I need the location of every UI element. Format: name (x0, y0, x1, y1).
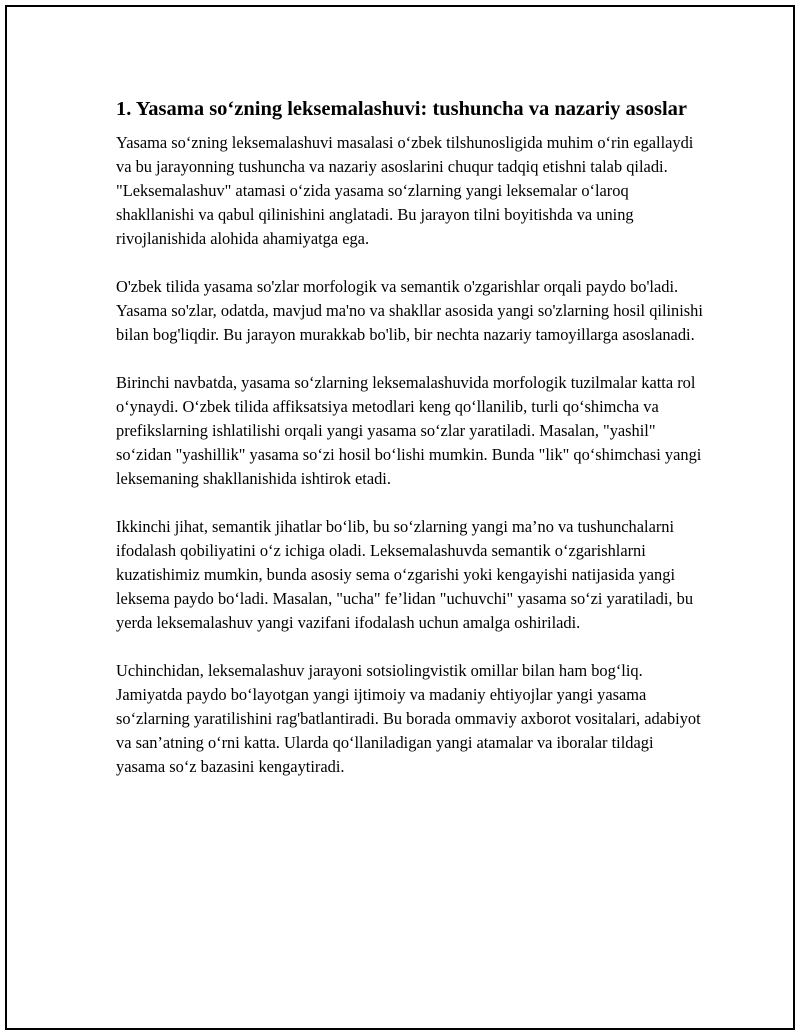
paragraph-intro: Yasama so‘zning leksemalashuvi masalasi o‘zbek tilshunosligida muhim o‘rin egallaydi va bu jarayonning tushuncha va nazariy asoslarini chuqur tadqiq etishni talab qiladi. "Leksemalashuv" atamasi o‘zida yasama so‘zlarning yangi leksemalar o‘laroq shakllanishi va qabul qilinishini anglatadi. Bu jarayon tilni boyitishda va uning rivojlanishida alohida ahamiyatga ega. (116, 133, 694, 248)
paragraph-sociolinguistics: Uchinchidan, leksemalashuv jarayoni sotsiolingvistik omillar bilan ham bog‘liq. Jamiyatda paydo bo‘layotgan yangi ijtimoiy va madaniy ehtiyojlar yangi yasama so‘zlarning yaratilishini rag'batlantiradi. Bu borada ommaviy axborot vositalari, adabiyot va san’atning o‘rni katta. Ularda qo‘llaniladigan yangi atamalar va iboralar tildagi yasama so‘z bazasini kengaytiradi. (116, 661, 701, 776)
section-heading: 1. Yasama so‘zning leksemalashuvi: tushuncha va nazariy asoslar (116, 98, 688, 120)
document-body (116, 95, 706, 779)
paragraph-overview: O'zbek tilida yasama so'zlar morfologik va semantik o'zgarishlar orqali paydo bo'ladi. Yasama so'zlar, odatda, mavjud ma'no va shakllar asosida yangi so'zlarning hosil qilinishi bilan bog'liqdir. Bu jarayon murakkab bo'lib, bir nechta nazariy tamoyillarga asoslanadi. (116, 277, 703, 344)
paragraph-morphology: Birinchi navbatda, yasama so‘zlarning leksemalashuvida morfologik tuzilmalar katta rol o‘ynaydi. O‘zbek tilida affiksatsiya metodlari keng qo‘llanilib, turli qo‘shimcha va prefikslarning ishlatilishi orqali yangi yasama so‘zlar yaratiladi. Masalan, "yashil" so‘zidan "yashillik" yasama so‘zi hosil bo‘lishi mumkin. Bunda "lik" qo‘shimchasi yangi leksemaning shakllanishida ishtirok etadi. (116, 373, 702, 488)
paragraph-semantics: Ikkinchi jihat, semantik jihatlar bo‘lib, bu so‘zlarning yangi ma’no va tushunchalarni ifodalash qobiliyatini o‘z ichiga oladi. Leksemalashuvda semantik o‘zgarishlarni kuzatishimiz mumkin, bunda asosiy sema o‘zgarishi yoki kengayishi natijasida yangi leksema paydo bo‘ladi. Masalan, "ucha" fe’lidan "uchuvchi" yasama so‘zi yaratiladi, bu yerda leksemalashuv yangi vazifani ifodalash uchun amalga oshiriladi. (116, 517, 694, 632)
